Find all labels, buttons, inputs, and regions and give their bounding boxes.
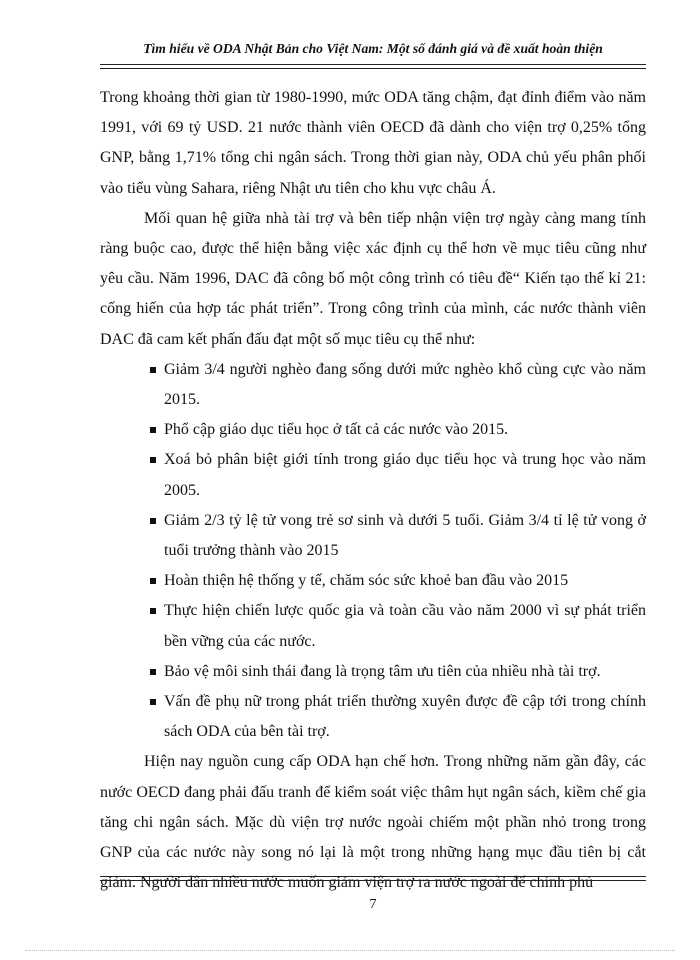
- square-bullet-icon: [150, 699, 156, 705]
- square-bullet-icon: [150, 578, 156, 584]
- square-bullet-icon: [150, 608, 156, 614]
- list-item: [100, 445, 646, 505]
- square-bullet-icon: [150, 518, 156, 524]
- paragraph-dac-commitments: Mối quan hệ giữa nhà tài trợ và bên tiếp nhận viện trợ ngày càng mang tính ràng buộc cao, được thể hiện bằng việc xác định cụ thể hơn về mục tiêu cũng như yêu cầu. Năm 1996, DAC đã công bố một công trình có tiêu đề“ Kiến tạo thế kỉ 21: cống hiến của hợp tác phát triển”. Trong công trình của mình, các nước thành viên DAC đã cam kết phấn đấu đạt một số mục tiêu cụ thể như:: [100, 209, 646, 348]
- list-item-text: Bảo vệ môi sinh thái đang là trọng tâm ưu tiên của nhiều nhà tài trợ.: [164, 662, 601, 680]
- square-bullet-icon: [150, 427, 156, 433]
- list-item: [100, 566, 646, 596]
- list-item-text: Xoá bỏ phân biệt giới tính trong giáo dục tiểu học và trung học vào năm 2005.: [164, 451, 646, 499]
- paragraph-oda-1980-1990: Trong khoảng thời gian từ 1980-1990, mức ODA tăng chậm, đạt đỉnh điểm vào năm 1991, với 69 tỷ USD. 21 nước thành viên OECD đã dành cho viện trợ 0,25% tổng GNP, bằng 1,71% tổng chi ngân sách. Trong thời gian này, ODA chủ yếu phân phối vào tiểu vùng Sahara, riêng Nhật ưu tiên cho khu vực châu Á.: [100, 89, 646, 197]
- list-item: [100, 415, 646, 445]
- page-number: 7: [369, 897, 377, 912]
- list-item-text: Phổ cập giáo dục tiểu học ở tất cả các nước vào 2015.: [164, 421, 509, 439]
- square-bullet-icon: [150, 669, 156, 675]
- list-item-text: Giảm 3/4 người nghèo đang sống dưới mức nghèo khổ cùng cực vào năm 2015.: [164, 360, 646, 409]
- header-double-rule: [100, 64, 646, 69]
- square-bullet-icon: [150, 457, 156, 463]
- page-body: [100, 83, 646, 898]
- list-item: [100, 596, 646, 656]
- square-bullet-icon: [150, 367, 156, 373]
- paragraph-oda-supply-limited: Hiện nay nguồn cung cấp ODA hạn chế hơn. Trong những năm gần đây, các nước OECD đang phải đấu tranh để kiểm soát việc thâm hụt ngân sách, kiềm chế gia tăng chi ngân sách. Mặc dù viện trợ nước ngoài chiếm một phần nhỏ trong trong GNP của các nước này song nó lại là một trong những hạng mục đầu tiên bị cắt giảm. Người dân nhiều nước muốn giảm viện trợ ra nước ngoài để chính phủ: [100, 753, 646, 892]
- list-item-text: Hoàn thiện hệ thống y tế, chăm sóc sức khoẻ ban đầu vào 2015: [164, 572, 569, 590]
- list-item: [100, 657, 646, 687]
- list-item: [100, 355, 646, 415]
- list-item: [100, 506, 646, 566]
- running-header-title: Tìm hiểu về ODA Nhật Bản cho Việt Nam: Một số đánh giá và đề xuất hoàn thiện: [143, 41, 603, 56]
- list-item-text: Vấn đề phụ nữ trong phát triển thường xuyên được đề cập tới trong chính sách ODA của bên tài trợ.: [164, 693, 646, 741]
- page-edge-dotted-line: [25, 950, 675, 951]
- list-item-text: Thực hiện chiến lược quốc gia và toàn cầu vào năm 2000 vì sự phát triển bền vững của các nước.: [164, 602, 646, 650]
- list-item: [100, 687, 646, 747]
- footer-double-rule: [100, 876, 646, 881]
- list-item-text: Giảm 2/3 tỷ lệ tử vong trẻ sơ sinh và dưới 5 tuổi. Giảm 3/4 tỉ lệ tử vong ở tuổi trưởng thành vào 2015: [164, 511, 646, 560]
- dac-goals-list: [100, 355, 646, 748]
